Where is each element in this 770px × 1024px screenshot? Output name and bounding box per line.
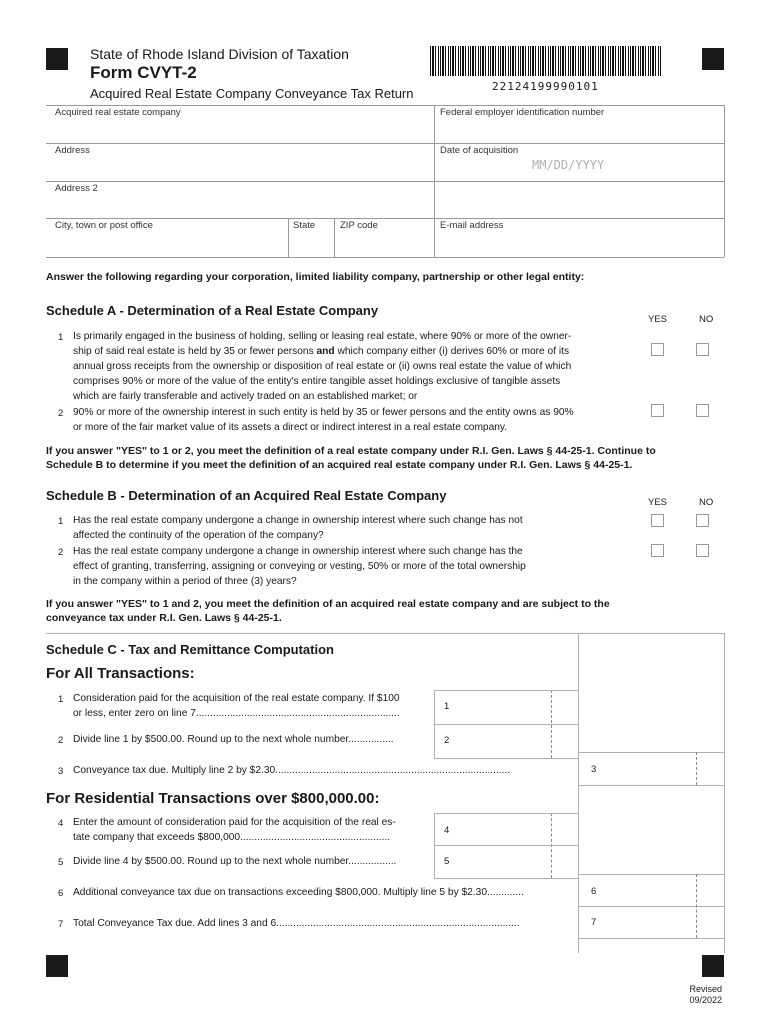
registration-mark-top-right: [702, 48, 724, 70]
line-5-text: Divide line 4 by $500.00. Round up to the next whole number.................: [73, 856, 397, 867]
city-input[interactable]: [50, 231, 284, 255]
date-input[interactable]: [436, 156, 722, 180]
schedule-a-no-header: NO: [699, 314, 714, 325]
schedule-b-item1-yes-checkbox[interactable]: [651, 514, 664, 527]
schedule-a-title: Schedule A - Determination of a Real Estate Company: [46, 303, 379, 318]
line-1-input[interactable]: [455, 692, 575, 722]
line-2-box-label: 2: [444, 735, 450, 746]
schedule-b-item2-number: 2: [58, 547, 64, 558]
email-input[interactable]: [436, 231, 722, 255]
address-input[interactable]: [50, 156, 430, 180]
registration-mark-bottom-right: [702, 955, 724, 977]
schedule-a-item1-no-checkbox[interactable]: [696, 343, 709, 356]
line-2-number: 2: [58, 735, 64, 746]
line-1-text: Consideration paid for the acquisition of the real estate company. If $100 or less, enter zero on line 7........................................................................: [73, 693, 400, 719]
line-6-text: Additional conveyance tax due on transactions exceeding $800,000. Multiply line 5 by $2.30.............: [73, 887, 524, 898]
state-input[interactable]: [290, 231, 330, 255]
schedule-c-title: Schedule C - Tax and Remittance Computation: [46, 642, 334, 657]
company-input[interactable]: [50, 118, 430, 142]
schedule-a-item1-number: 1: [58, 332, 64, 343]
line-3-number: 3: [58, 766, 64, 777]
line-5-box-label: 5: [444, 856, 450, 867]
for-all-transactions-heading: For All Transactions:: [46, 665, 195, 682]
intro-text: Answer the following regarding your corporation, limited liability company, partnership or other legal entity:: [46, 271, 585, 283]
line-7-input[interactable]: [602, 908, 722, 936]
line-4-text: Enter the amount of consideration paid for the acquisition of the real es- tate company that exceeds $800,000.....................................................: [73, 817, 396, 843]
line-2-input[interactable]: [455, 726, 575, 756]
line-6-box-label: 6: [591, 886, 597, 897]
line-4-number: 4: [58, 818, 64, 829]
registration-mark-bottom-left: [46, 955, 68, 977]
residential-heading: For Residential Transactions over $800,000.00:: [46, 790, 380, 807]
company-label: Acquired real estate company: [55, 107, 181, 118]
line-6-number: 6: [58, 888, 64, 899]
schedule-b-item1-no-checkbox[interactable]: [696, 514, 709, 527]
barcode-number: 22124199990101: [492, 80, 599, 93]
line-7-text: Total Conveyance Tax due. Add lines 3 and 6......................................................................................: [73, 918, 520, 929]
line-2-text: Divide line 1 by $500.00. Round up to the next whole number................: [73, 734, 394, 745]
line-7-box-label: 7: [591, 917, 597, 928]
line-3-input[interactable]: [602, 754, 722, 784]
line-1-number: 1: [58, 694, 64, 705]
barcode: [430, 46, 662, 76]
schedule-a-item2-text: 90% or more of the ownership interest in such entity is held by 35 or fewer persons and the entity owns as 90% or more of the fair market value of its assets a direct or indirect interest in a real estate company.: [73, 407, 574, 433]
form-name: Form CVYT-2: [90, 63, 197, 82]
schedule-b-note: If you answer "YES" to 1 and 2, you meet the definition of an acquired real estate company and are subject to the conveyance tax under R.I. Gen. Laws § 44-25-1.: [46, 598, 610, 624]
schedule-b-item2-yes-checkbox[interactable]: [651, 544, 664, 557]
fein-input[interactable]: [436, 118, 722, 142]
line-5-input[interactable]: [455, 847, 575, 876]
line-3-box-label: 3: [591, 764, 597, 775]
fein-label: Federal employer identification number: [440, 107, 605, 118]
email-label: E-mail address: [440, 220, 504, 231]
state-label: State: [293, 220, 316, 231]
address2-input[interactable]: [50, 194, 720, 216]
line-5-number: 5: [58, 857, 64, 868]
schedule-a-note: If you answer "YES" to 1 or 2, you meet the definition of a real estate company under R.I. Gen. Laws § 44-25-1. Continue to Schedule B to determine if you meet the definition of an acquired real estate company under R.I. Gen. Laws § 44-25-1.: [46, 445, 656, 471]
line-1-box-label: 1: [444, 701, 450, 712]
line-6-input[interactable]: [602, 876, 722, 904]
line-4-input[interactable]: [455, 815, 575, 843]
revised-date: 09/2022: [689, 995, 722, 1005]
date-placeholder: MM/DD/YYYY: [532, 158, 605, 172]
address-label: Address: [55, 145, 90, 156]
city-label: City, town or post office: [55, 220, 153, 231]
zip-label: ZIP code: [340, 220, 378, 231]
schedule-a-yes-header: YES: [648, 314, 668, 325]
schedule-b-item1-text: Has the real estate company undergone a change in ownership interest where such change has not affected the continuity of the operation of the company?: [73, 515, 523, 541]
date-label: Date of acquisition: [440, 145, 519, 156]
address2-label: Address 2: [55, 183, 98, 194]
schedule-b-no-header: NO: [699, 497, 714, 508]
registration-mark-top-left: [46, 48, 68, 70]
form-title: Acquired Real Estate Company Conveyance Tax Return: [90, 86, 414, 101]
revised-label: Revised: [689, 984, 722, 994]
schedule-b-yes-header: YES: [648, 497, 668, 508]
schedule-a-item2-yes-checkbox[interactable]: [651, 404, 664, 417]
schedule-b-item2-no-checkbox[interactable]: [696, 544, 709, 557]
zip-input[interactable]: [336, 231, 430, 255]
schedule-a-item1-text: Is primarily engaged in the business of holding, selling or leasing real estate, where 90% or more of the owner- ship of said real estate is held by 35 or fewer persons and which company either (i) derives 60% or more of its annual gross receipts from the ownership or disposition of real estate or (ii) owns real estate the value of which comprises 90% or more of the value of the entity's entire tangible asset holdings exclusive of tangible assets which are fairly transferable and actively traded on an established market; or: [73, 331, 572, 402]
line-3-text: Conveyance tax due. Multiply line 2 by $2.30...................................................................................: [73, 765, 511, 776]
schedule-b-item2-text: Has the real estate company undergone a change in ownership interest where such change has the effect of granting, transferring, assigning or conveying or vesting, 50% or more of the total ownership in the company within a period of three (3) years?: [73, 546, 526, 587]
schedule-b-title: Schedule B - Determination of an Acquired Real Estate Company: [46, 488, 447, 503]
schedule-b-item1-number: 1: [58, 516, 64, 527]
schedule-a-item2-number: 2: [58, 408, 64, 419]
schedule-a-item2-no-checkbox[interactable]: [696, 404, 709, 417]
schedule-a-item1-yes-checkbox[interactable]: [651, 343, 664, 356]
line-7-number: 7: [58, 919, 64, 930]
line-4-box-label: 4: [444, 825, 450, 836]
agency-name: State of Rhode Island Division of Taxation: [90, 46, 349, 62]
